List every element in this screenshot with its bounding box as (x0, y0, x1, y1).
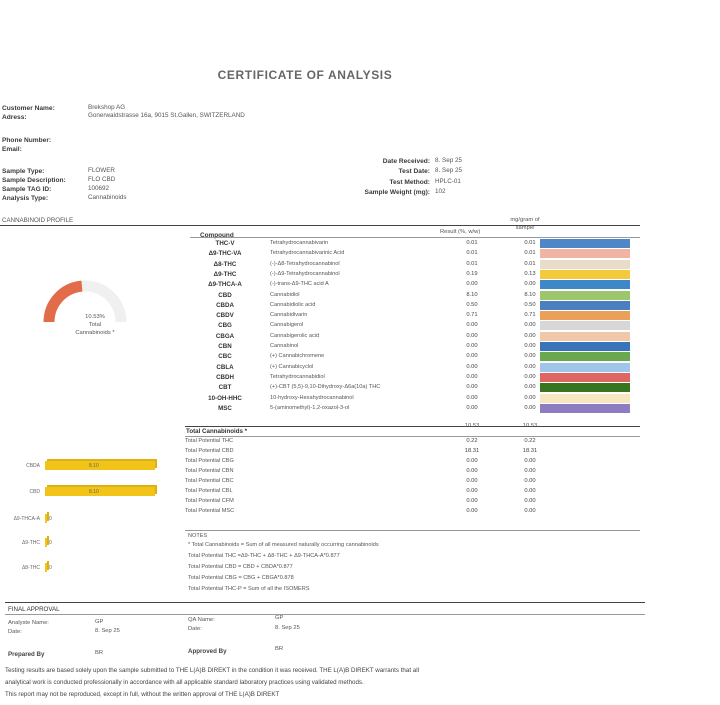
bar-label: CBDA (26, 463, 40, 469)
compound-mg: 0.00 (524, 394, 536, 401)
potential-row (185, 458, 641, 466)
compound-name: Tetrahydrocannabivarinic Acid (270, 250, 345, 257)
note-line: * Total Cannabinoids = Sum of all measured naturally occurring cannabinoids (188, 542, 379, 548)
note-line: Total Potential THC-P = Sum of all the ISOMERS (188, 586, 310, 592)
potential-row (185, 488, 641, 496)
compound-name: (-)-Δ8-Tetrahydrocannabinol (270, 260, 340, 267)
potential-name: Total Potential CBN (185, 468, 234, 474)
compound-color-swatch (540, 280, 630, 289)
compound-name: Cannabigerol (270, 322, 304, 329)
compound-name: Tetrahydrocannabivarin (270, 240, 329, 246)
compound-color-swatch (540, 301, 630, 310)
footer-line-3: This report may not be reproduced, except in full, without the written approval of THE L(A)B DIREKT (5, 691, 280, 698)
compound-code: Δ8-THC (213, 260, 237, 268)
compound-color-swatch (540, 342, 630, 351)
qa-date-value: 8. Sep 25 (275, 625, 300, 631)
potential-name: Total Potential MSC (185, 508, 235, 514)
compound-result: 0.19 (466, 270, 478, 277)
compound-result: 8.10 (466, 291, 478, 298)
compound-color-swatch (540, 321, 630, 330)
compound-mg: 0.71 (524, 312, 536, 319)
approved-by-value: BR (275, 646, 284, 652)
potential-mg: 0.00 (524, 478, 536, 484)
compound-name: (-)-trans-Δ9-THC acid A (270, 281, 329, 288)
gauge-percent: 10.53% (85, 314, 105, 320)
bar-label: Δ9-THCA-A (13, 516, 40, 522)
sample-weight-label: Sample Weight (mg): (364, 189, 430, 196)
compound-name: Cannabidiol (270, 291, 300, 298)
compound-name: 5-(aminomethyl)-1,2-oxazol-3-ol (270, 404, 350, 411)
compound-result: 0.00 (466, 394, 478, 401)
compound-code: CBC (218, 353, 232, 361)
potential-result: 0.00 (466, 478, 478, 484)
email-label: Email: (2, 146, 22, 153)
compound-mg: 0.01 (524, 250, 536, 257)
potential-result: 0.00 (466, 488, 478, 494)
compound-result: 0.00 (466, 343, 478, 349)
compound-mg: 8.10 (524, 291, 536, 298)
compound-row (185, 302, 641, 310)
compound-code: CBDH (216, 373, 234, 381)
address-label: Adress: (2, 114, 27, 121)
compound-code: THC-V (215, 240, 235, 247)
compound-color-swatch (540, 249, 630, 258)
compound-mg: 0.00 (524, 332, 536, 339)
document-title: CERTIFICATE OF ANALYSIS (217, 68, 393, 82)
compound-result: 0.00 (466, 322, 478, 329)
compound-row (185, 322, 641, 330)
total-mg: 10.53 (522, 423, 538, 429)
compound-mg: 0.00 (524, 343, 536, 349)
compound-code: CBDA (216, 301, 234, 309)
compound-mg: 0.00 (524, 363, 536, 370)
compound-result: 0.01 (466, 240, 478, 246)
compound-mg: 0.50 (524, 301, 536, 308)
qa-name-label: QA Name: (188, 617, 215, 623)
compound-result: 0.00 (466, 363, 478, 370)
compound-result: 0.71 (466, 312, 478, 319)
compound-mg: 0.01 (524, 260, 536, 267)
compound-code: CBT (218, 384, 232, 392)
compound-row (185, 364, 641, 372)
sample-type-value: FLOWER (88, 167, 115, 174)
bar (45, 514, 47, 523)
bar (45, 461, 155, 470)
sample-tag-label: Sample TAG ID: (2, 186, 52, 193)
total-divider-top (185, 426, 640, 427)
compound-color-swatch (540, 270, 630, 279)
bar-value: 8.10 (89, 463, 99, 469)
potential-mg: 0.00 (524, 458, 536, 464)
footer-line-1: Testing results are based solely upon the sample submitted to THE L(A)B DIREKT in the condition it was received. THE L(A)B DIREKT warrants that all (5, 667, 419, 674)
compound-row (185, 405, 641, 413)
compound-color-swatch (540, 383, 630, 392)
compound-code: Δ9-THC (213, 270, 237, 278)
analyst-date-label: Date: (8, 629, 22, 635)
compound-color-swatch (540, 311, 630, 320)
compound-mg: 0.01 (524, 240, 536, 246)
potential-row (185, 498, 641, 506)
compound-mg: 0.00 (524, 373, 536, 380)
compound-mg: 0.00 (524, 353, 536, 360)
compound-mg: 0.00 (524, 404, 536, 411)
compound-color-swatch (540, 394, 630, 403)
potential-name: Total Potential CBL (185, 488, 233, 494)
compound-row (185, 240, 641, 248)
compound-code: MSC (218, 404, 232, 412)
analyst-date-value: 8. Sep 25 (95, 628, 120, 634)
total-divider-bottom (185, 436, 640, 437)
potential-mg: 18.31 (522, 448, 538, 454)
compound-name: Cannabigerolic acid (270, 332, 320, 339)
phone-label: Phone Number: (2, 137, 52, 144)
compound-code: CBG (218, 322, 232, 330)
compound-row (185, 261, 641, 269)
gauge-total-label: Total (88, 322, 102, 328)
test-method-value: HPLC-01 (435, 178, 461, 185)
compound-mg: 0.00 (524, 281, 536, 288)
compound-result: 0.00 (466, 373, 478, 380)
bar (45, 538, 47, 547)
sample-description-label: Sample Description: (2, 177, 66, 184)
customer-name-label: Customer Name: (2, 105, 55, 112)
note-line: Total Potential CBD = CBD + CBDA*0.877 (188, 564, 293, 570)
bar-value: 0 (49, 540, 52, 546)
compound-row (185, 250, 641, 258)
compound-code: CBN (218, 343, 232, 350)
sample-description-value: FLO CBD (88, 176, 116, 183)
compound-name: Tetrahydrocannabidiol (270, 373, 325, 380)
potential-name: Total Potential CFM (185, 498, 234, 504)
compound-result: 0.01 (466, 260, 478, 267)
compound-color-swatch (540, 239, 630, 248)
date-received-value: 8. Sep 25 (435, 157, 462, 164)
compound-name: (+) Cannabichromene (270, 353, 325, 360)
compound-code: CBGA (215, 332, 235, 340)
compound-result: 0.00 (466, 404, 478, 411)
mg-header-line2: sample (515, 225, 535, 231)
compound-result: 0.00 (466, 353, 478, 360)
bar-label: Δ8-THC (21, 565, 40, 571)
address-value: Gonerwaldstrasse 16a, 9015 St.Gallen, SWITZERLAND (88, 112, 245, 119)
compound-row (185, 292, 641, 300)
note-line: Total Potential CBG = CBG + CBGA*0.878 (188, 575, 294, 581)
table-header-divider (190, 237, 640, 238)
compound-result: 0.01 (466, 250, 478, 257)
compound-name: 10-hydroxy-Hexahydrocannabinol (270, 394, 354, 401)
compound-row (185, 343, 641, 351)
potential-name: Total Potential CBD (185, 448, 234, 454)
potential-mg: 0.00 (524, 508, 536, 514)
notes-heading: NOTES (188, 533, 208, 539)
notes-divider (185, 530, 640, 531)
mg-header-line1: mg/gram of (510, 217, 540, 223)
test-method-label: Test Method: (389, 179, 430, 186)
potential-result: 0.22 (466, 438, 478, 444)
sample-tag-value: 100692 (88, 185, 110, 192)
bar-value: 8.10 (89, 489, 99, 495)
prepared-by-value: BR (95, 650, 104, 656)
potential-mg: 0.00 (524, 468, 536, 474)
qa-name-value: GP (275, 615, 284, 621)
compound-color-swatch (540, 260, 630, 269)
compound-header: Compound (200, 232, 234, 239)
compound-color-swatch (540, 363, 630, 372)
potential-result: 0.00 (466, 508, 478, 514)
test-date-value: 8. Sep 25 (435, 167, 462, 174)
potential-result: 0.00 (466, 468, 478, 474)
potential-row (185, 508, 641, 516)
compound-name: Cannabidivarin (270, 312, 308, 319)
final-approval-heading: FINAL APPROVAL (8, 606, 60, 613)
analysis-type-label: Analysis Type: (2, 195, 49, 202)
compound-row (185, 353, 641, 361)
analysis-type-value: Cannabinoids (88, 194, 127, 201)
compound-result: 0.00 (466, 384, 478, 391)
bar (45, 487, 155, 496)
compound-code: CBDV (216, 312, 234, 320)
compound-row (185, 312, 641, 320)
compound-code: Δ9-THCA-A (208, 281, 242, 289)
potential-mg: 0.00 (524, 488, 536, 494)
compound-name: (+)-CBT (5,5)-9,10-Dihydroxy-Δ6a(10a) THC (270, 384, 381, 391)
approval-heading-divider (5, 614, 645, 615)
compound-code: Δ9-THC-VA (208, 250, 242, 258)
gauge-cannabinoids-label: Cannabinoids * (75, 330, 115, 336)
potential-row (185, 468, 641, 476)
potential-row (185, 438, 641, 446)
compound-mg: 0.13 (524, 270, 536, 277)
potential-row (185, 478, 641, 486)
note-line: Total Potential THC =Δ9-THC + Δ8-THC + Δ9-THCA-A*0.877 (188, 553, 340, 559)
analyst-name-label: Analyste Name: (8, 620, 49, 626)
compound-code: CBD (218, 291, 232, 299)
compound-row (185, 384, 641, 392)
potential-mg: 0.00 (524, 498, 536, 504)
compound-color-swatch (540, 373, 630, 382)
compound-result: 0.00 (466, 281, 478, 288)
total-result: 10.53 (464, 423, 480, 429)
approved-by-label: Approved By (188, 648, 227, 655)
compound-row (185, 271, 641, 279)
compound-name: Cannabidiolic acid (270, 301, 316, 308)
compound-result: 0.50 (466, 301, 478, 308)
compound-color-swatch (540, 404, 630, 413)
compound-name: (-)-Δ9-Tetrahydrocannabinol (270, 270, 340, 277)
compound-row (185, 374, 641, 382)
compound-result: 0.00 (466, 332, 478, 339)
date-received-label: Date Received: (382, 158, 430, 165)
bar-value: 0 (49, 565, 52, 571)
potential-result: 0.00 (466, 458, 478, 464)
compound-mg: 0.00 (524, 322, 536, 329)
compound-row (185, 333, 641, 341)
prepared-by-label: Prepared By (8, 651, 45, 658)
potential-name: Total Potential THC (185, 438, 234, 444)
sample-weight-value: 102 (435, 188, 446, 195)
bar-label: Δ9-THC (21, 540, 40, 546)
qa-date-label: Date: (188, 626, 202, 632)
result-header: Result (%, w/w) (440, 229, 481, 235)
sample-type-label: Sample Type: (2, 168, 45, 175)
customer-name-value: Brekshop AG (88, 104, 126, 111)
compound-color-swatch (540, 291, 630, 300)
bar-value: 0 (49, 516, 52, 522)
compound-name: (+) Cannabicyclol (270, 363, 314, 370)
compound-code: 10-OH-HHC (208, 394, 242, 402)
compound-mg: 0.00 (524, 384, 536, 391)
bar-label: CBD (29, 489, 40, 495)
compound-color-swatch (540, 332, 630, 341)
potential-name: Total Potential CBG (185, 458, 234, 464)
analyst-name-value: GP (95, 619, 104, 625)
compound-color-swatch (540, 352, 630, 361)
potential-result: 0.00 (466, 498, 478, 504)
footer-line-2: analytical work is conducted professionally in accordance with all applicable standard laboratory practices using validated methods. (5, 679, 364, 686)
bar (45, 563, 47, 572)
potential-row (185, 448, 641, 456)
potential-mg: 0.22 (524, 438, 536, 444)
compound-code: CBLA (216, 363, 234, 371)
potential-result: 18.31 (464, 448, 480, 454)
test-date-label: Test Date: (398, 168, 430, 175)
potential-name: Total Potential CBC (185, 478, 234, 484)
compound-row (185, 281, 641, 289)
total-cannabinoids-label: Total Cannabinoids * (186, 428, 248, 435)
approval-divider (5, 602, 645, 603)
compound-name: Cannabinol (270, 343, 299, 349)
cannabinoid-profile-heading: CANNABINOID PROFILE (2, 217, 74, 224)
compound-row (185, 395, 641, 403)
